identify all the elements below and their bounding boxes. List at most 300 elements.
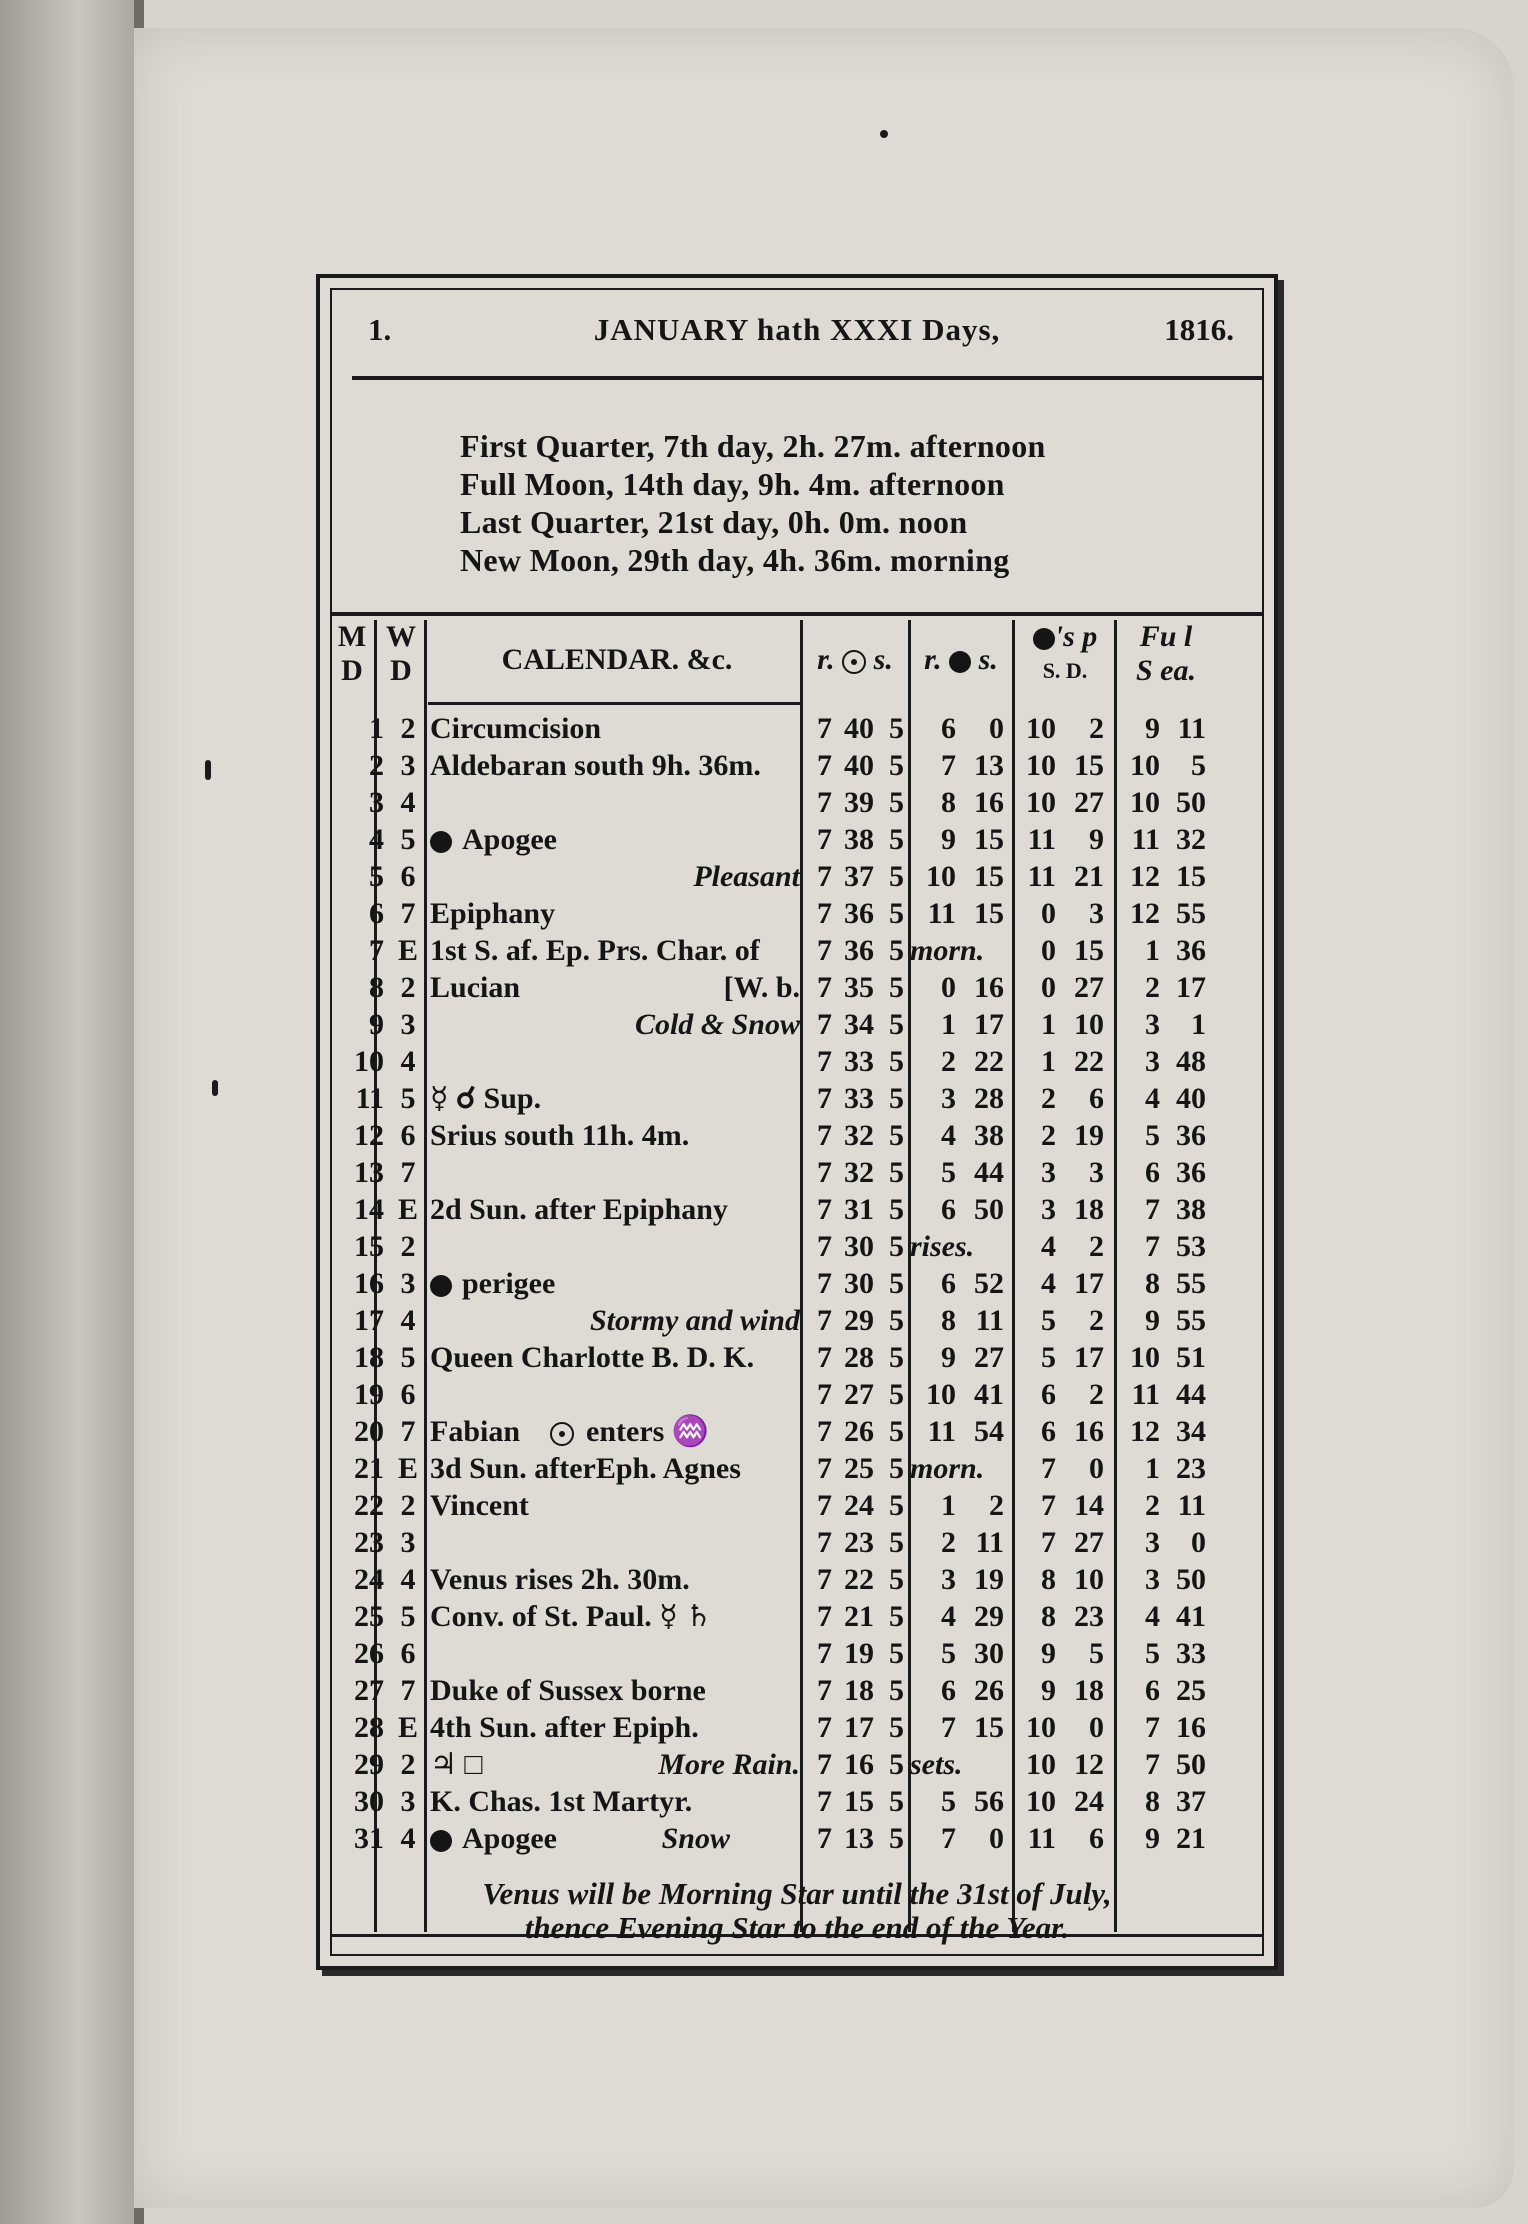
moon-south-hour: 10 [1026, 712, 1056, 745]
moon-rise-set-word: sets. [910, 1748, 963, 1781]
sun-rise-hour: 7 [817, 1415, 832, 1448]
week-day: 3 [400, 749, 416, 782]
calendar-row [332, 1265, 1262, 1302]
moon-phase-new-moon: New Moon, 29th day, 4h. 36m. morning [460, 542, 1010, 578]
sun-rise-hour: 7 [817, 860, 832, 893]
moon-south-hour: 0 [1041, 934, 1056, 967]
full-sea-hour: 3 [1145, 1526, 1160, 1559]
full-sea-hour: 9 [1145, 1822, 1160, 1855]
week-day: 6 [400, 1378, 416, 1411]
full-sea-hour: 12 [1130, 1415, 1160, 1448]
moon-south-hour: 0 [1041, 971, 1056, 1004]
full-sea-minute: 50 [1176, 786, 1206, 819]
full-sea-hour: 4 [1145, 1082, 1160, 1115]
sun-rise-hour: 7 [817, 1452, 832, 1485]
calendar-row [332, 1043, 1262, 1080]
moon-time-hour: 7 [941, 1822, 956, 1855]
sun-set-hour: 5 [889, 712, 904, 745]
sun-rise-minute: 33 [844, 1082, 874, 1115]
full-sea-hour: 2 [1145, 971, 1160, 1004]
full-sea-minute: 38 [1176, 1193, 1206, 1226]
calendar-row [332, 784, 1262, 821]
page-title: JANUARY hath XXXI Days, [593, 312, 1001, 347]
sun-rise-minute: 25 [844, 1452, 874, 1485]
calendar-row [332, 1635, 1262, 1672]
sun-rise-minute: 36 [844, 934, 874, 967]
sun-set-hour: 5 [889, 786, 904, 819]
sun-rise-hour: 7 [817, 1378, 832, 1411]
full-sea-hour: 5 [1145, 1119, 1160, 1152]
moon-south-hour: 7 [1041, 1452, 1056, 1485]
moon-time-minute: 0 [989, 1822, 1004, 1855]
moon-south-hour: 2 [1041, 1082, 1056, 1115]
full-sea-hour: 11 [1131, 1378, 1160, 1411]
moon-time-hour: 9 [941, 1341, 956, 1374]
sun-set-hour: 5 [889, 971, 904, 1004]
sun-rise-minute: 38 [844, 823, 874, 856]
full-sea-minute: 37 [1176, 1785, 1206, 1818]
full-sea-minute: 16 [1176, 1711, 1206, 1744]
sun-rise-hour: 7 [817, 1674, 832, 1707]
sun-symbol-icon [842, 650, 866, 674]
full-sea-hour: 3 [1145, 1008, 1160, 1041]
moon-time-minute: 38 [974, 1119, 1004, 1152]
moon-south-hour: 1 [1041, 1008, 1056, 1041]
moon-south-hour: 10 [1026, 1748, 1056, 1781]
moon-south-hour: 3 [1041, 1156, 1056, 1189]
sun-set-hour: 5 [889, 1230, 904, 1263]
moon-south-minute: 27 [1074, 1526, 1104, 1559]
week-day: 3 [400, 1008, 416, 1041]
sun-set-hour: 5 [889, 1822, 904, 1855]
full-sea-minute: 55 [1176, 897, 1206, 930]
full-sea-minute: 40 [1176, 1082, 1206, 1115]
full-sea-minute: 25 [1176, 1674, 1206, 1707]
sun-rise-hour: 7 [817, 1341, 832, 1374]
moon-south-minute: 10 [1074, 1563, 1104, 1596]
moon-south-minute: 6 [1089, 1082, 1104, 1115]
month-day: 28 [354, 1711, 384, 1744]
calendar-row [332, 1080, 1262, 1117]
moon-time-minute: 0 [989, 712, 1004, 745]
sun-rise-minute: 33 [844, 1045, 874, 1078]
calendar-entry: perigee [430, 1265, 800, 1302]
month-day: 15 [354, 1230, 384, 1263]
moon-south-minute: 12 [1074, 1748, 1104, 1781]
col-head-week-day: W D [386, 620, 416, 687]
week-day: 2 [400, 1489, 416, 1522]
sun-rise-minute: 17 [844, 1711, 874, 1744]
weather-note: Pleasant [693, 860, 800, 893]
full-sea-hour: 10 [1130, 749, 1160, 782]
sun-rise-hour: 7 [817, 823, 832, 856]
moon-south-hour: 1 [1041, 1045, 1056, 1078]
moon-time-hour: 2 [941, 1526, 956, 1559]
full-sea-hour: 9 [1145, 712, 1160, 745]
month-day: 23 [354, 1526, 384, 1559]
calendar-entry: ♃ □ [430, 1748, 483, 1781]
sun-symbol-icon [550, 1422, 574, 1446]
moon-time-hour: 11 [927, 897, 956, 930]
sun-set-hour: 5 [889, 749, 904, 782]
sun-rise-minute: 27 [844, 1378, 874, 1411]
calendar-row [332, 858, 1262, 895]
full-sea-hour: 6 [1145, 1674, 1160, 1707]
week-day: 7 [400, 1674, 416, 1707]
full-sea-minute: 34 [1176, 1415, 1206, 1448]
calendar-entry: K. Chas. 1st Martyr. [430, 1785, 693, 1818]
sun-rise-minute: 28 [844, 1341, 874, 1374]
sun-set-hour: 5 [889, 1637, 904, 1670]
calendar-row [332, 1117, 1262, 1154]
calendar-row [332, 1672, 1262, 1709]
moon-south-minute: 18 [1074, 1674, 1104, 1707]
full-sea-minute: 0 [1191, 1526, 1206, 1559]
moon-south-minute: 18 [1074, 1193, 1104, 1226]
week-day: E [397, 934, 418, 967]
sun-rise-minute: 30 [844, 1230, 874, 1263]
moon-time-hour: 3 [941, 1563, 956, 1596]
week-day: 4 [400, 1563, 416, 1596]
sun-rise-hour: 7 [817, 1822, 832, 1855]
moon-south-hour: 11 [1027, 860, 1056, 893]
moon-time-minute: 50 [974, 1193, 1004, 1226]
sun-set-hour: 5 [889, 1600, 904, 1633]
col-head-moon-rise-set: r. s. [924, 643, 998, 676]
moon-time-minute: 11 [975, 1526, 1004, 1559]
moon-time-minute: 13 [974, 749, 1004, 782]
full-sea-hour: 7 [1145, 1193, 1160, 1226]
month-day: 12 [354, 1119, 384, 1152]
sun-rise-minute: 15 [844, 1785, 874, 1818]
sun-rise-minute: 39 [844, 786, 874, 819]
moon-south-hour: 11 [1027, 823, 1056, 856]
moon-symbol-icon [949, 651, 971, 673]
moon-time-minute: 26 [974, 1674, 1004, 1707]
moon-south-hour: 7 [1041, 1526, 1056, 1559]
calendar-entry: Queen Charlotte B. D. K. [430, 1341, 755, 1374]
calendar-row [332, 932, 1262, 969]
ink-speck [205, 760, 211, 780]
sun-rise-hour: 7 [817, 1045, 832, 1078]
month-day: 16 [354, 1267, 384, 1300]
weather-note: Snow [661, 1822, 730, 1855]
footer-line-1: Venus will be Morning Star until the 31st of July, [482, 1876, 1112, 1911]
sun-rise-hour: 7 [817, 1711, 832, 1744]
full-sea-minute: 23 [1176, 1452, 1206, 1485]
moon-symbol-icon [430, 831, 452, 853]
footer-line-2: thence Evening Star to the end of the Year. [524, 1910, 1070, 1945]
moon-south-hour: 10 [1026, 749, 1056, 782]
sun-set-hour: 5 [889, 1304, 904, 1337]
moon-time-minute: 52 [974, 1267, 1004, 1300]
sun-set-hour: 5 [889, 1526, 904, 1559]
full-sea-minute: 36 [1176, 1119, 1206, 1152]
full-sea-hour: 7 [1145, 1230, 1160, 1263]
sun-set-hour: 5 [889, 934, 904, 967]
moon-south-minute: 24 [1074, 1785, 1104, 1818]
sun-rise-minute: 30 [844, 1267, 874, 1300]
calendar-row [332, 969, 1262, 1006]
moon-south-hour: 5 [1041, 1341, 1056, 1374]
calendar-head-rule [428, 702, 800, 705]
full-sea-minute: 11 [1177, 712, 1206, 745]
calendar-entry: Aldebaran south 9h. 36m. [430, 749, 761, 782]
sun-rise-minute: 40 [844, 712, 874, 745]
calendar-entry: 3d Sun. afterEph. Agnes [430, 1452, 741, 1485]
col-head-calendar: CALENDAR. &c. [501, 643, 733, 676]
moon-time-hour: 6 [941, 712, 956, 745]
week-day: 2 [400, 712, 416, 745]
sun-rise-minute: 21 [844, 1600, 874, 1633]
moon-time-minute: 15 [974, 897, 1004, 930]
moon-time-minute: 15 [974, 823, 1004, 856]
week-day: 3 [400, 1267, 416, 1300]
full-sea-hour: 7 [1145, 1711, 1160, 1744]
moon-time-hour: 9 [941, 823, 956, 856]
calendar-entry: Duke of Sussex borne [430, 1674, 706, 1707]
moon-south-hour: 11 [1027, 1822, 1056, 1855]
sun-rise-minute: 23 [844, 1526, 874, 1559]
moon-time-hour: 10 [926, 1378, 956, 1411]
week-day: 3 [400, 1526, 416, 1559]
month-day: 30 [354, 1785, 384, 1818]
moon-time-minute: 16 [974, 786, 1004, 819]
sun-set-hour: 5 [889, 897, 904, 930]
sun-set-hour: 5 [889, 1452, 904, 1485]
moon-south-minute: 27 [1074, 786, 1104, 819]
week-day: 4 [400, 1822, 416, 1855]
weather-note: Cold & Snow [634, 1008, 800, 1041]
sun-rise-hour: 7 [817, 1526, 832, 1559]
moon-time-hour: 3 [941, 1082, 956, 1115]
month-day: 1 [369, 712, 384, 745]
moon-south-minute: 0 [1089, 1452, 1104, 1485]
sun-set-hour: 5 [889, 1785, 904, 1818]
calendar-row [332, 1191, 1262, 1228]
full-sea-minute: 48 [1176, 1045, 1206, 1078]
calendar-row [332, 1339, 1262, 1376]
moon-time-hour: 10 [926, 860, 956, 893]
moon-time-minute: 54 [974, 1415, 1004, 1448]
month-day: 18 [354, 1341, 384, 1374]
calendar-entry: Lucian [430, 971, 521, 1004]
moon-south-minute: 22 [1074, 1045, 1104, 1078]
sun-set-hour: 5 [889, 860, 904, 893]
full-sea-hour: 12 [1130, 897, 1160, 930]
moon-time-hour: 0 [941, 971, 956, 1004]
col-head-sun-rise-set: r. s. [817, 643, 893, 676]
week-day: 7 [400, 1156, 416, 1189]
moon-time-minute: 56 [974, 1785, 1004, 1818]
calendar-row [332, 821, 1262, 858]
full-sea-hour: 9 [1145, 1304, 1160, 1337]
moon-south-hour: 8 [1041, 1563, 1056, 1596]
sun-set-hour: 5 [889, 1489, 904, 1522]
moon-phase-first-quarter: First Quarter, 7th day, 2h. 27m. afternoon [460, 428, 1046, 464]
sun-rise-hour: 7 [817, 1563, 832, 1596]
moon-time-hour: 7 [941, 749, 956, 782]
sun-set-hour: 5 [889, 1563, 904, 1596]
moon-time-minute: 27 [974, 1341, 1004, 1374]
moon-time-minute: 11 [975, 1304, 1004, 1337]
sun-rise-hour: 7 [817, 1230, 832, 1263]
calendar-row [332, 1746, 1262, 1783]
moon-south-minute: 2 [1089, 1378, 1104, 1411]
moon-south-hour: 10 [1026, 1711, 1056, 1744]
sun-rise-hour: 7 [817, 897, 832, 930]
sun-rise-hour: 7 [817, 971, 832, 1004]
moon-south-minute: 5 [1089, 1637, 1104, 1670]
calendar-inner-border [330, 288, 1264, 1956]
ink-speck [880, 130, 888, 138]
sun-rise-minute: 13 [844, 1822, 874, 1855]
sun-rise-hour: 7 [817, 1267, 832, 1300]
sun-rise-minute: 40 [844, 749, 874, 782]
moon-south-hour: 10 [1026, 1785, 1056, 1818]
full-sea-hour: 8 [1145, 1785, 1160, 1818]
moon-south-hour: 6 [1041, 1415, 1056, 1448]
full-sea-hour: 12 [1130, 860, 1160, 893]
sun-set-hour: 5 [889, 823, 904, 856]
month-day: 25 [354, 1600, 384, 1633]
moon-time-hour: 4 [941, 1119, 956, 1152]
moon-symbol-icon [430, 1275, 452, 1297]
month-day: 14 [354, 1193, 384, 1226]
moon-rise-set-word: morn. [910, 1452, 985, 1485]
full-sea-minute: 33 [1176, 1637, 1206, 1670]
moon-time-hour: 8 [941, 1304, 956, 1337]
week-day: E [397, 1193, 418, 1226]
month-day: 6 [369, 897, 384, 930]
moon-south-hour: 3 [1041, 1193, 1056, 1226]
sun-rise-hour: 7 [817, 1785, 832, 1818]
full-sea-minute: 51 [1176, 1341, 1206, 1374]
week-day: 5 [400, 1341, 416, 1374]
full-sea-hour: 10 [1130, 1341, 1160, 1374]
full-sea-hour: 5 [1145, 1637, 1160, 1670]
calendar-entry: ☿ ☌ Sup. [430, 1082, 542, 1115]
full-sea-hour: 3 [1145, 1563, 1160, 1596]
moon-symbol-icon [1033, 628, 1055, 650]
calendar-row [332, 895, 1262, 932]
month-day: 20 [354, 1415, 384, 1448]
month-day: 7 [369, 934, 384, 967]
week-day: 6 [400, 1637, 416, 1670]
week-day: 4 [400, 786, 416, 819]
moon-time-minute: 28 [974, 1082, 1004, 1115]
sun-rise-hour: 7 [817, 1637, 832, 1670]
moon-south-minute: 2 [1089, 712, 1104, 745]
moon-south-minute: 9 [1089, 823, 1104, 856]
sun-rise-hour: 7 [817, 1119, 832, 1152]
moon-south-minute: 15 [1074, 934, 1104, 967]
week-day: 3 [400, 1785, 416, 1818]
sun-rise-hour: 7 [817, 749, 832, 782]
calendar-row [332, 1450, 1262, 1487]
moon-south-hour: 7 [1041, 1489, 1056, 1522]
moon-south-hour: 0 [1041, 897, 1056, 930]
sun-rise-hour: 7 [817, 1304, 832, 1337]
full-sea-hour: 3 [1145, 1045, 1160, 1078]
sun-rise-hour: 7 [817, 1600, 832, 1633]
week-day: 7 [400, 897, 416, 930]
month-day: 3 [369, 786, 384, 819]
week-day: 5 [400, 823, 416, 856]
moon-time-hour: 5 [941, 1637, 956, 1670]
sun-rise-hour: 7 [817, 1489, 832, 1522]
month-day: 4 [369, 823, 384, 856]
calendar-row [332, 1376, 1262, 1413]
week-day: 5 [400, 1082, 416, 1115]
moon-south-hour: 9 [1041, 1637, 1056, 1670]
full-sea-hour: 10 [1130, 786, 1160, 819]
sun-rise-minute: 22 [844, 1563, 874, 1596]
full-sea-minute: 50 [1176, 1748, 1206, 1781]
moon-time-minute: 22 [974, 1045, 1004, 1078]
week-day: 5 [400, 1600, 416, 1633]
moon-south-minute: 19 [1074, 1119, 1104, 1152]
sun-set-hour: 5 [889, 1193, 904, 1226]
ink-speck [212, 1080, 218, 1096]
full-sea-minute: 53 [1176, 1230, 1206, 1263]
moon-time-hour: 6 [941, 1674, 956, 1707]
sun-rise-minute: 31 [844, 1193, 874, 1226]
moon-south-minute: 17 [1074, 1341, 1104, 1374]
moon-south-minute: 17 [1074, 1267, 1104, 1300]
calendar-row [332, 1487, 1262, 1524]
sun-rise-minute: 24 [844, 1489, 874, 1522]
month-day: 10 [354, 1045, 384, 1078]
sun-set-hour: 5 [889, 1711, 904, 1744]
moon-time-hour: 6 [941, 1193, 956, 1226]
moon-south-hour: 5 [1041, 1304, 1056, 1337]
moon-south-minute: 10 [1074, 1008, 1104, 1041]
sun-set-hour: 5 [889, 1267, 904, 1300]
sun-rise-minute: 36 [844, 897, 874, 930]
calendar-row [332, 1413, 1262, 1450]
sun-set-hour: 5 [889, 1378, 904, 1411]
sun-rise-hour: 7 [817, 1082, 832, 1115]
moon-time-hour: 8 [941, 786, 956, 819]
moon-south-minute: 21 [1074, 860, 1104, 893]
moon-south-minute: 16 [1074, 1415, 1104, 1448]
full-sea-minute: 17 [1176, 971, 1206, 1004]
calendar-entry: 2d Sun. after Epiphany [430, 1193, 728, 1226]
full-sea-hour: 2 [1145, 1489, 1160, 1522]
week-day: 7 [400, 1415, 416, 1448]
moon-south-minute: 2 [1089, 1230, 1104, 1263]
moon-south-minute: 2 [1089, 1304, 1104, 1337]
moon-south-hour: 8 [1041, 1600, 1056, 1633]
moon-south-hour: 2 [1041, 1119, 1056, 1152]
calendar-row [332, 1598, 1262, 1635]
full-sea-hour: 4 [1145, 1600, 1160, 1633]
calendar-entry: Srius south 11h. 4m. [430, 1119, 690, 1152]
sun-rise-minute: 18 [844, 1674, 874, 1707]
moon-time-minute: 41 [974, 1378, 1004, 1411]
calendar-entry: Vincent [430, 1489, 529, 1522]
month-day: 17 [354, 1304, 384, 1337]
full-sea-minute: 5 [1191, 749, 1206, 782]
calendar-entry: Circumcision [430, 712, 602, 745]
sun-rise-minute: 16 [844, 1748, 874, 1781]
moon-rise-set-word: morn. [910, 934, 985, 967]
calendar-row [332, 1154, 1262, 1191]
moon-time-hour: 11 [927, 1415, 956, 1448]
moon-south-hour: 6 [1041, 1378, 1056, 1411]
full-sea-hour: 8 [1145, 1267, 1160, 1300]
